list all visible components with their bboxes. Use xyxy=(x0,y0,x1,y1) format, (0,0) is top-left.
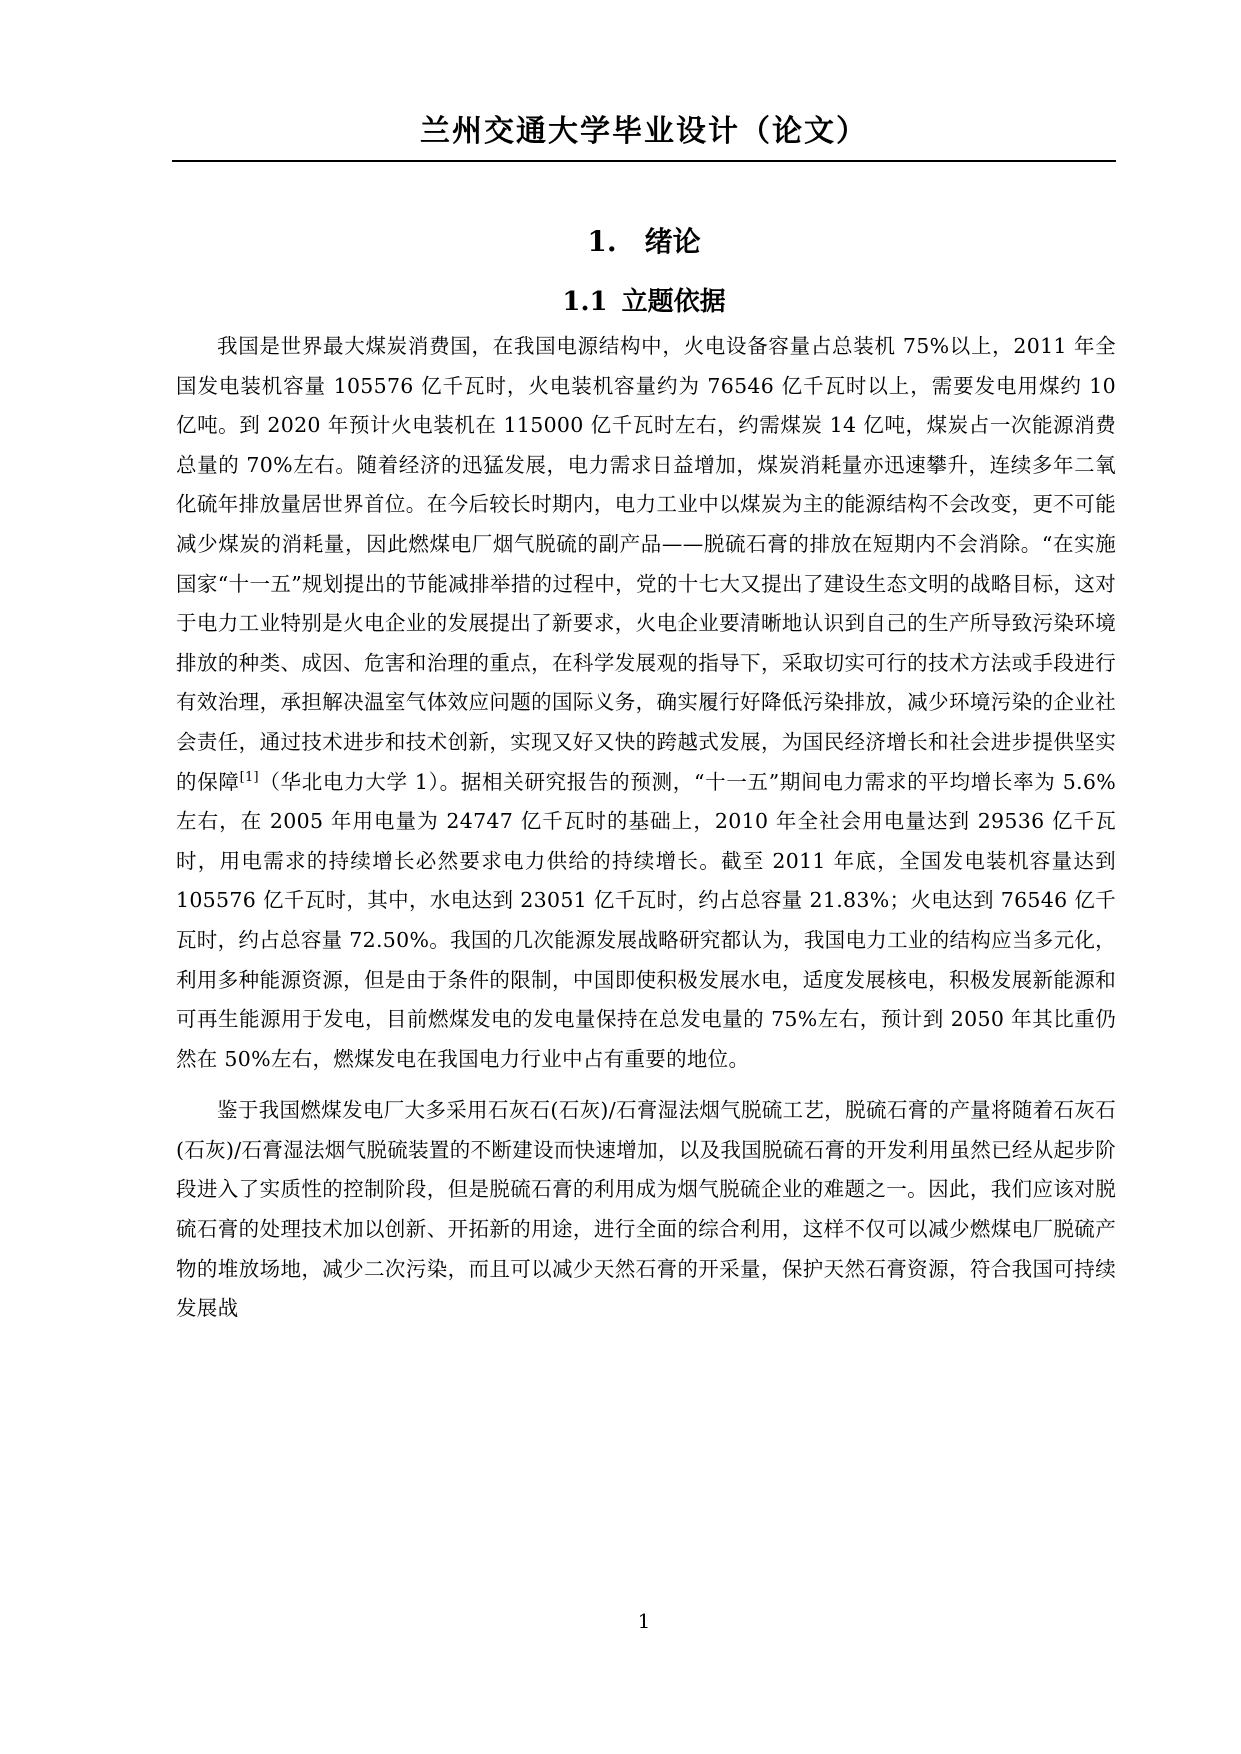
paragraph-text: 鉴于我国燃煤发电厂大多采用石灰石(石灰)/石膏湿法烟气脱硫工艺，脱硫石膏的产量将随着石灰石(石灰)/石膏湿法烟气脱硫装置的不断建设而快速增加，以及我国脱硫石膏的开发利用虽然已经从起步阶段进入了实质性的控制阶段，但是脱硫石膏的利用成为烟气脱硫企业的难题之一。因此，我们应该对脱硫石膏的处理技术加以创新、开拓新的用途，进行全面的综合利用，这样不仅可以减少燃煤电厂脱硫产物的堆放场地，减少二次污染，而且可以减少天然石膏的开采量，保护天然石膏资源，符合我国可持续发展战 xyxy=(176,1098,1116,1321)
section-title: 立题依据 xyxy=(621,287,726,317)
paragraph xyxy=(176,327,1116,1079)
chapter-number: 1. xyxy=(587,225,617,258)
paragraph-text: （华北电力大学 1）。据相关研究报告的预测，“十一五”期间电力需求的平均增长率为 5.6%左右，在 2005 年用电量为 24747 亿千瓦时的基础上，2010 年全社会用电量达到 29536 亿千瓦时，用电需求的持续增长必然要求电力供给的持续增长。截至 2011 年底，全国发电装机容量达到 105576 亿千瓦时，其中，水电达到 23051 亿千瓦时，约占总容量 21.83%；火电达到 76546 亿千瓦时，约占总容量 72.50%。我国的几次能源发展战略研究都认为，我国电力工业的结构应当多元化，利用多种能源资源，但是由于条件的限制，中国即使积极发展水电，适度发展核电，积极发展新能源和可再生能源用于发电，目前燃煤发电的发电量保持在总发电量的 75%左右，预计到 2050 年其比重仍然在 50%左右，燃煤发电在我国电力行业中占有重要的地位。 xyxy=(176,769,1116,1071)
citation-ref: [1] xyxy=(239,769,259,785)
paragraph xyxy=(176,1091,1116,1329)
section-number: 1.1 xyxy=(562,287,608,317)
section-heading xyxy=(172,282,1116,322)
chapter-heading xyxy=(172,222,1116,262)
page-number: 1 xyxy=(637,1609,651,1633)
paragraph-text: 我国是世界最大煤炭消费国，在我国电源结构中，火电设备容量占总装机 75%以上，2011 年全国发电装机容量 105576 亿千瓦时，火电装机容量约为 76546 亿千瓦时以上，需要发电用煤约 10 亿吨。到 2020 年预计火电装机在 115000 亿千瓦时左右，约需煤炭 14 亿吨，煤炭占一次能源消费总量的 70%左右。随着经济的迅猛发展，电力需求日益增加，煤炭消耗量亦迅速攀升，连续多年二氧化硫年排放量居世界首位。在今后较长时期内，电力工业中以煤炭为主的能源结构不会改变，更不可能减少煤炭的消耗量，因此燃煤电厂烟气脱硫的副产品——脱硫石膏的排放在短期内不会消除。“在实施国家“十一五”规划提出的节能减排举措的过程中，党的十七大又提出了建设生态文明的战略目标，这对于电力工业特别是火电企业的发展提出了新要求，火电企业要清晰地认识到自己的生产所导致污染环境排放的种类、成因、危害和治理的重点，在科学发展观的指导下，采取切实可行的技术方法或手段进行有效治理，承担解决温室气体效应问题的国际义务，确实履行好降低污染排放，减少环境污染的企业社会责任，通过技术进步和技术创新，实现又好又快的跨越式发展，为国民经济增长和社会进步提供坚实的保障 xyxy=(176,334,1116,794)
chapter-title: 绪论 xyxy=(644,225,701,258)
running-header: 兰州交通大学毕业设计（论文） xyxy=(420,114,868,149)
body-text xyxy=(176,327,1116,1329)
header-rule xyxy=(172,160,1116,162)
